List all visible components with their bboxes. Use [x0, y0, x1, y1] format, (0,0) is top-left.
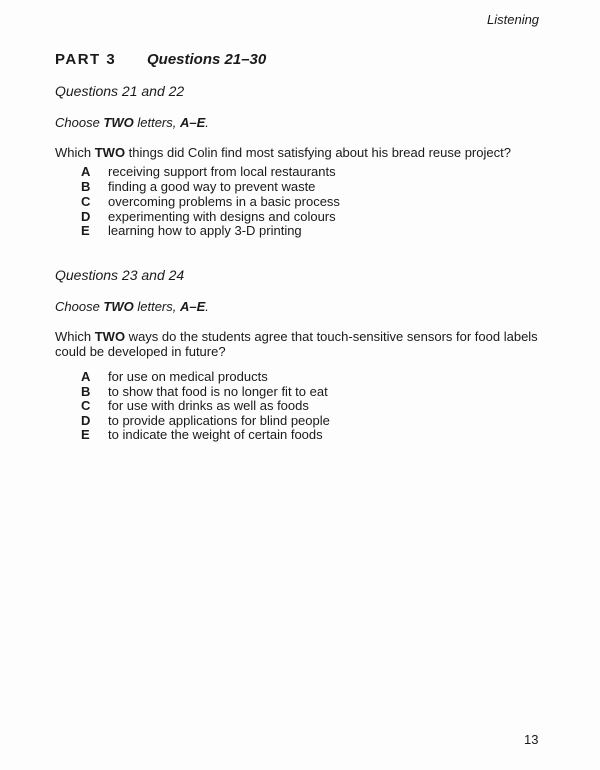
option-text: for use on medical products [108, 369, 268, 384]
option-letter: A [81, 164, 91, 179]
option-text: overcoming problems in a basic process [108, 194, 340, 209]
option-text: for use with drinks as well as foods [108, 398, 309, 413]
text: A–E [180, 299, 206, 314]
page-number: 13 [524, 732, 539, 747]
option-a [81, 165, 336, 180]
part-label: PART 3 [55, 51, 117, 68]
option-b [81, 180, 315, 195]
text: letters, [133, 299, 180, 314]
option-text: to provide applications for blind people [108, 413, 330, 428]
group-heading: Questions 21 and 22 [55, 83, 185, 99]
option-letter: D [81, 413, 91, 428]
text: TWO [103, 115, 134, 130]
text: Choose [55, 299, 104, 314]
option-letter: E [81, 427, 90, 442]
text: TWO [94, 329, 126, 344]
part-title: Questions 21–30 [147, 51, 267, 68]
question-text-line2: could be developed in future? [55, 344, 226, 359]
section-header: Listening [487, 12, 540, 27]
text: Which [55, 145, 95, 160]
option-c [81, 195, 340, 210]
option-text: to show that food is no longer fit to eat [108, 384, 328, 399]
text: TWO [103, 299, 134, 314]
text: Choose [55, 115, 104, 130]
text: . [205, 299, 209, 314]
text: ways do the students agree that touch-sensitive sensors for food labels [125, 329, 538, 344]
question-text [55, 329, 538, 344]
text: things did Colin find most satisfying about his bread reuse project? [125, 145, 511, 160]
text: letters, [133, 115, 180, 130]
option-letter: E [81, 223, 90, 238]
option-letter: A [81, 369, 91, 384]
option-e [81, 224, 302, 239]
option-text: experimenting with designs and colours [108, 209, 336, 224]
text: Which [55, 329, 95, 344]
group-heading: Questions 23 and 24 [55, 267, 185, 283]
instruction [55, 299, 209, 314]
option-letter: B [81, 179, 91, 194]
text: TWO [94, 145, 126, 160]
option-e [81, 428, 323, 443]
option-text: learning how to apply 3-D printing [108, 223, 302, 238]
option-letter: C [81, 398, 91, 413]
option-text: finding a good way to prevent waste [108, 179, 316, 194]
option-letter: D [81, 209, 91, 224]
option-a [81, 370, 268, 385]
text: A–E [180, 115, 206, 130]
option-text: to indicate the weight of certain foods [108, 427, 323, 442]
option-letter: B [81, 384, 91, 399]
instruction [55, 115, 209, 130]
question-text [55, 145, 511, 160]
text: . [205, 115, 209, 130]
option-letter: C [81, 194, 91, 209]
option-text: receiving support from local restaurants [108, 164, 336, 179]
option-c [81, 399, 309, 414]
